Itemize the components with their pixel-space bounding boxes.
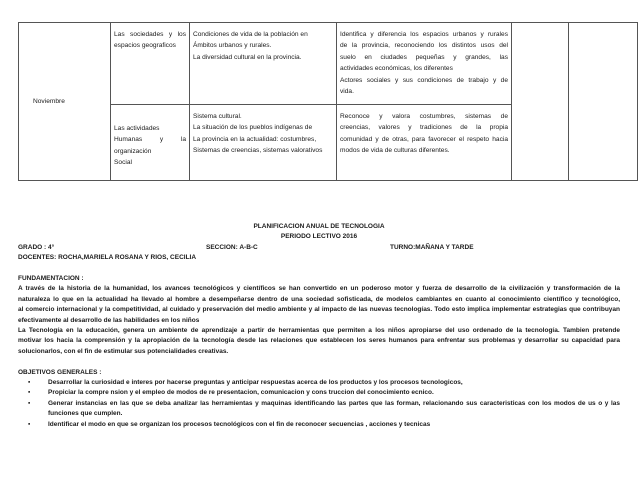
list-item xyxy=(18,378,620,388)
content-line: Sistema cultural. xyxy=(193,113,242,120)
topic-cell xyxy=(111,105,190,181)
month-cell xyxy=(19,23,111,181)
list-item xyxy=(18,399,620,420)
document-title: PLANIFICACION ANUAL DE TECNOLOGIA xyxy=(253,223,385,230)
indicator-line: modos de vida de culturas diferentes. xyxy=(340,147,450,155)
grade-label: GRADO : 4° xyxy=(18,243,55,251)
paragraph-line: La Tecnología en la educación, genera un ambiente de aprendizaje a partir de herramientas que permiten a los niños apropiarse del uso ordenado de la tecnología. Tambien pretende xyxy=(18,327,620,335)
bullet-icon: ▪ xyxy=(28,399,31,407)
topic-line: Las actividades xyxy=(114,125,160,132)
paragraph-line: motivar los hacia la comprensión y la apropiación de la tecnología desde las relaciones que establecen los seres humanos para enfrentar sus problemas y desarrollar su capacidad para xyxy=(18,337,620,345)
objective-text: Generar instancias en las que se deba analizar las herramientas y maquinas identificando las partes que las forman, relacionando sus caracteristicas con los modos de us o y las xyxy=(48,399,620,407)
objective-text: Desarrollar la curiosidad e interes por hacerse preguntas y anticipar respuestas acerca de los productos y los procesos tecnologicos, xyxy=(48,379,463,387)
shift-label: TURNO:MAÑANA Y TARDE xyxy=(390,243,474,251)
table-row xyxy=(19,23,638,105)
topic-line: Humanas y la xyxy=(114,136,186,144)
indicator-line: de la provincia, reconociendo los distintos usos del xyxy=(340,42,508,50)
objective-text: funciones que cumplen. xyxy=(48,410,123,418)
topic-line: Social xyxy=(114,159,132,167)
grade-section-shift-line xyxy=(18,243,620,253)
paragraph-line: al comercio internacional y la competitividad, al cuidado y preservación del medio ambiente y al impacto de las nuevas tecnologías. Todo esto implica implementar estrategias que contribuyan xyxy=(18,306,620,314)
objective-text: Identificar el modo en que se organizan los procesos tecnológicos con el fin de reconocer secuencias , acciones y tecnicas xyxy=(48,420,431,428)
fundamentacion-heading: FUNDAMENTACION : xyxy=(18,275,84,282)
indicators-cell xyxy=(337,105,512,181)
bullet-icon: ▪ xyxy=(28,389,31,397)
indicator-line: Identifica y diferencia los espacios urbanos y rurales xyxy=(340,31,508,38)
indicator-line: Reconoce y valora costumbres, sistemas de xyxy=(340,113,508,120)
section-label: SECCION: A-B-C xyxy=(206,243,258,251)
teachers-line: DOCENTES: ROCHA,MARIELA ROSANA Y RIOS, CECILIA xyxy=(18,254,197,262)
indicator-line: vida. xyxy=(340,88,354,96)
bullet-icon: ▪ xyxy=(28,379,31,387)
indicator-line: creencias, valores y tradiciones de la propia xyxy=(340,124,508,132)
objective-text: Propiciar la compre nsion y el empleo de modos de re presentacion, comunicacion y cons truccion del conocimiento ecnico. xyxy=(48,389,434,397)
paragraph-line: naturaleza lo que en la actualidad ha llevado al hombre a desempeñarse dentro de una sociedad sofisticada, de modelos cambiantes en cuanto al conocimiento científico y tecnológico, xyxy=(18,295,620,303)
content-line: Sistemas de creencias, sistemas valorativos xyxy=(193,147,323,155)
content-cell xyxy=(190,23,337,105)
indicator-line: suelo en ciudades pequeñas y grandes, las xyxy=(340,53,508,61)
paragraph-line: efectivamente al desarrollo de las habilidades en los niños xyxy=(18,316,200,324)
planning-table xyxy=(18,22,638,181)
month-label: Noviembre xyxy=(33,97,65,105)
empty-cell xyxy=(569,23,638,181)
objectives-heading: OBJETIVOS GENERALES : xyxy=(18,368,102,376)
indicator-line: Actores sociales y sus condiciones de trabajo y de xyxy=(340,76,508,84)
content-line: La diversidad cultural en la provincia. xyxy=(193,53,302,61)
bullet-icon: ▪ xyxy=(28,420,31,428)
list-item xyxy=(18,420,620,430)
paragraph-line: solucionarlos, con el fin de estimular sus potencialidades creativas. xyxy=(18,347,229,355)
content-line: La provincia en la actualidad: costumbres, xyxy=(193,135,317,143)
topic-line: espacios geograficos xyxy=(114,42,176,50)
indicators-cell xyxy=(337,23,512,105)
indicator-line: actividades económicas, los diferentes xyxy=(340,65,453,73)
empty-cell xyxy=(512,23,569,181)
fundamentacion-paragraph xyxy=(18,284,620,357)
paragraph-line: A través de la historia de la humanidad, los avances tecnológicos y científicos se han convertido en un poderoso motor y fuerza de desarrollo de la civilización y transformación de la xyxy=(18,285,620,293)
indicator-line: comunidad y de otras, para favorecer el respeto hacia xyxy=(340,135,508,143)
topic-cell xyxy=(111,23,190,105)
content-line: Ámbitos urbanos y rurales. xyxy=(193,42,272,50)
list-item xyxy=(18,388,620,398)
content-line: Condiciones de vida de la población en xyxy=(193,31,308,38)
planning-document xyxy=(18,222,620,430)
content-line: La situación de los pueblos indígenas de xyxy=(193,124,313,132)
topic-line: organización xyxy=(114,147,152,155)
topic-line: Las sociedades y los xyxy=(114,31,186,38)
content-cell xyxy=(190,105,337,181)
objectives-list xyxy=(18,378,620,430)
document-period: PERIODO LECTIVO 2016 xyxy=(280,233,358,241)
